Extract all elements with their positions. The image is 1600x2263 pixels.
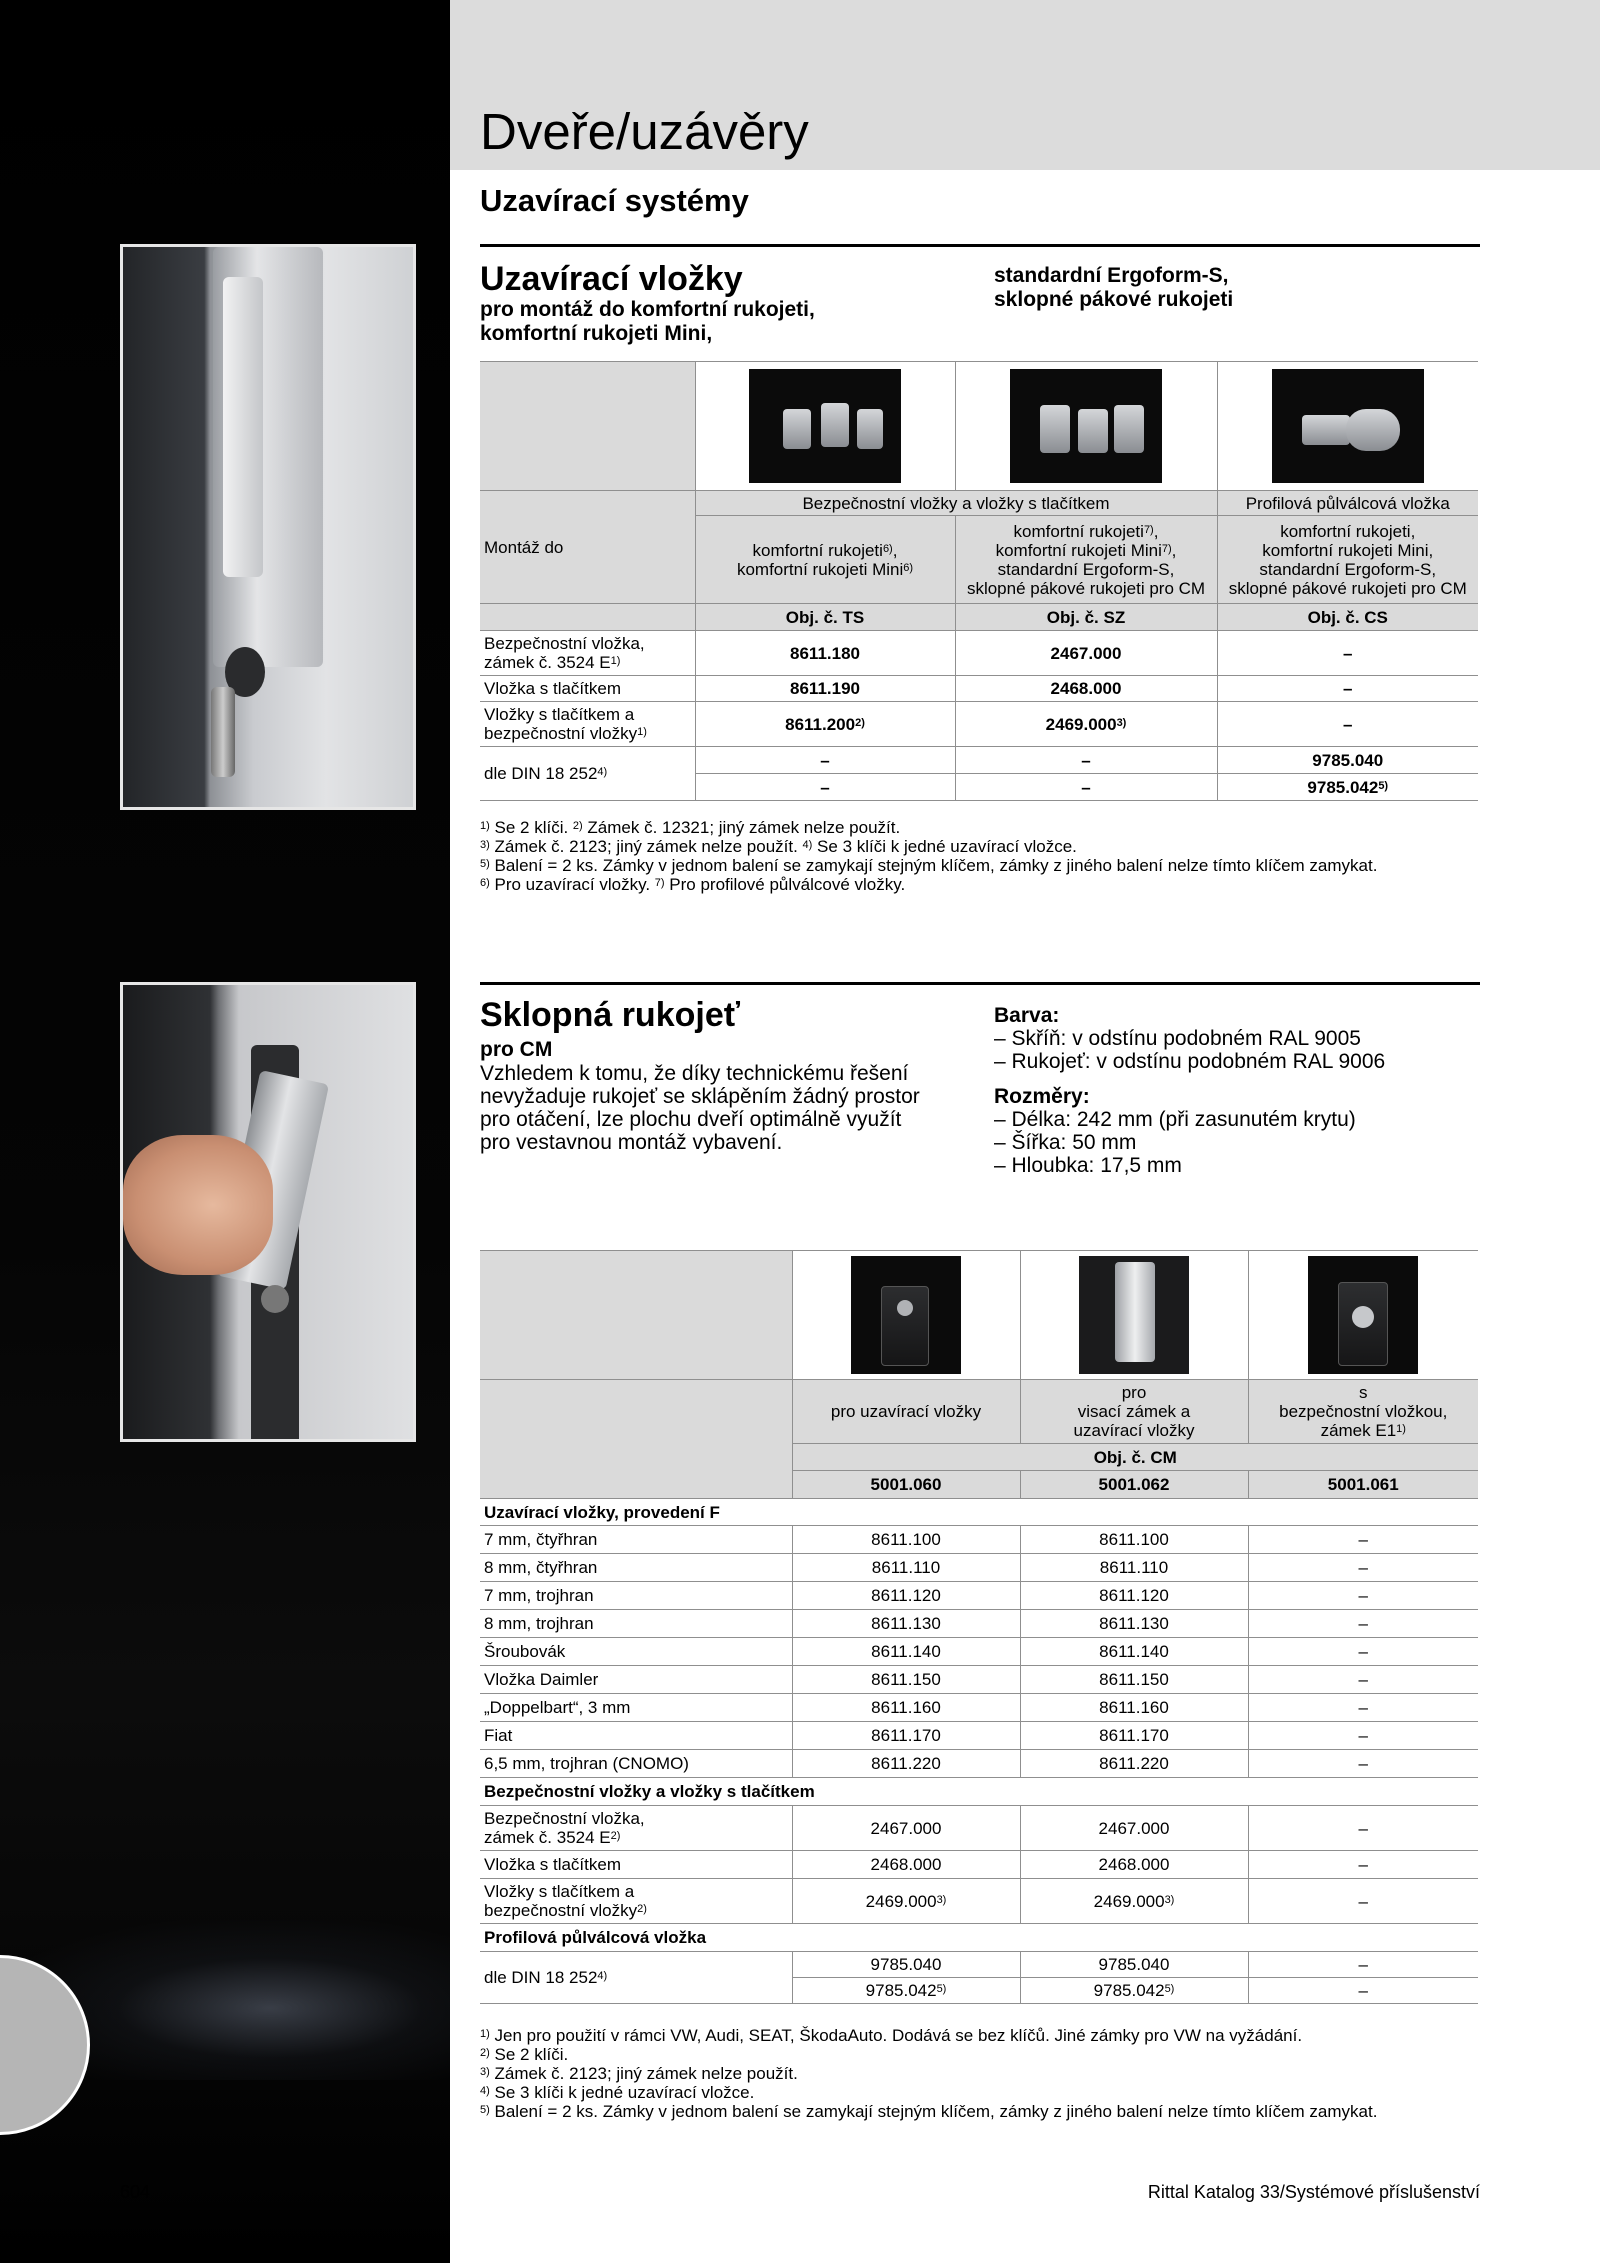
s2-img-cell-2 xyxy=(1020,1251,1248,1380)
s1-img-cell-1 xyxy=(695,362,955,491)
cell-value: 2469.000$^{3)}$ xyxy=(955,702,1217,747)
cell-value: 8611.120 xyxy=(1020,1582,1248,1610)
obj-cs: Obj. č. CS xyxy=(1217,604,1478,631)
cell-value: 8611.180 xyxy=(695,631,955,676)
cell-value: 9785.040 xyxy=(1020,1952,1248,1978)
table-row xyxy=(480,702,1478,747)
cell-value: – xyxy=(1248,1952,1478,1978)
table-row xyxy=(480,1526,1478,1554)
row-label: „Doppelbart“, 3 mm xyxy=(480,1694,792,1722)
row-label: Fiat xyxy=(480,1722,792,1750)
row-label: dle DIN 18 252$^{4)}$ xyxy=(480,1952,792,2004)
table-row xyxy=(480,1666,1478,1694)
cell-value: – xyxy=(1248,1978,1478,2004)
cell-value: 8611.140 xyxy=(1020,1638,1248,1666)
table-row xyxy=(480,1952,1478,1978)
row-label: Vložky s tlačítkem a bezpečnostní vložky$^{1)}$ xyxy=(480,702,695,747)
row-label: Bezpečnostní vložka, zámek č. 3524 $E^{1)}$ xyxy=(480,631,695,676)
cell-value: 8611.110 xyxy=(792,1554,1020,1582)
table-row xyxy=(480,1554,1478,1582)
cell-value: 8611.150 xyxy=(1020,1666,1248,1694)
cell-value: – xyxy=(1248,1750,1478,1778)
cell-value: – xyxy=(955,747,1217,774)
s1-subtitle-right: standardní Ergoform-S, sklopné pákové rukojeti xyxy=(994,264,1234,311)
cell-value: 2467.000 xyxy=(955,631,1217,676)
col-desc-ts: komfortní rukojeti$^{6)}$, komfortní rukojeti Mini$^{6)}$ xyxy=(695,516,955,604)
table-row xyxy=(480,631,1478,676)
cell-value: 9785.042$^{5)}$ xyxy=(792,1978,1020,2004)
cell-value: 2468.000 xyxy=(955,676,1217,702)
code-5001061: 5001.061 xyxy=(1248,1471,1478,1499)
row-label: 8 mm, trojhran xyxy=(480,1610,792,1638)
product-image-5001062 xyxy=(1079,1256,1189,1374)
cell-value: – xyxy=(1217,702,1478,747)
s1-img-cell-3 xyxy=(1217,362,1478,491)
cell-value: – xyxy=(1248,1851,1478,1879)
row-label: Vložky s tlačítkem a bezpečnostní vložky$^{2)}$ xyxy=(480,1879,792,1924)
s1-subtitle-left: pro montáž do komfortní rukojeti, komfortní rukojeti Mini, xyxy=(480,298,815,345)
cell-value: 2469.000$^{3)}$ xyxy=(792,1879,1020,1924)
s2-header-label-cell xyxy=(480,1380,792,1499)
table-row xyxy=(480,1722,1478,1750)
table-row xyxy=(480,1582,1478,1610)
montaz-label: Montáž do xyxy=(480,491,695,604)
cell-value: 8611.130 xyxy=(792,1610,1020,1638)
row-label: Vložka s tlačítkem xyxy=(480,1851,792,1879)
page-title: Dveře/uzávěry xyxy=(480,103,809,160)
cell-value: – xyxy=(1217,631,1478,676)
cell-value: 8611.100 xyxy=(792,1526,1020,1554)
cell-value: – xyxy=(1248,1806,1478,1851)
row-label: Bezpečnostní vložka, zámek č. 3524 $E^{2)}$ xyxy=(480,1806,792,1851)
s2-specs: Barva: – Skříň: v odstínu podobném RAL 9005 – Rukojeť: v odstínu podobném RAL 9006 Rozměry: – Délka: 242 mm (při zasunutém krytu) – Šířka: 50 mm – Hloubka: 17,5 mm xyxy=(994,1004,1386,1177)
cell-value: 9785.042$^{5)}$ xyxy=(1217,774,1478,801)
row-label: 7 mm, čtyřhran xyxy=(480,1526,792,1554)
cell-value: – xyxy=(1248,1666,1478,1694)
row-label: 7 mm, trojhran xyxy=(480,1582,792,1610)
s2-heading: Sklopná rukojeť xyxy=(480,996,741,1034)
cell-value: 8611.220 xyxy=(792,1750,1020,1778)
row-label: 6,5 mm, trojhran (CNOMO) xyxy=(480,1750,792,1778)
s2-table xyxy=(480,1250,1478,2004)
table-row xyxy=(480,747,1478,774)
cell-value: – xyxy=(1248,1582,1478,1610)
table-row xyxy=(480,1851,1478,1879)
cell-value: 2469.000$^{3)}$ xyxy=(1020,1879,1248,1924)
group-header-profile: Profilová půlválcová vložka xyxy=(1217,491,1478,516)
product-photo-swing-handle xyxy=(120,982,416,1442)
table-row xyxy=(480,676,1478,702)
row-label: dle DIN 18 252$^{4)}$ xyxy=(480,747,695,801)
cell-value: 8611.190 xyxy=(695,676,955,702)
table-row xyxy=(480,1806,1478,1851)
col-desc-cs: komfortní rukojeti, komfortní rukojeti Mini, standardní Ergoform-S, sklopné pákové rukojeti pro CM xyxy=(1217,516,1478,604)
col-desc-5001061: s bezpečnostní vložkou, zámek E1$^{1)}$ xyxy=(1248,1380,1478,1444)
table-row xyxy=(480,1879,1478,1924)
obj-cm: Obj. č. CM xyxy=(792,1444,1478,1471)
s2-image-label-cell xyxy=(480,1251,792,1380)
group-row: Bezpečnostní vložky a vložky s tlačítkem xyxy=(480,1778,1478,1806)
table-row xyxy=(480,1610,1478,1638)
table-row xyxy=(480,1638,1478,1666)
s2-img-cell-1 xyxy=(792,1251,1020,1380)
s1-img-cell-2 xyxy=(955,362,1217,491)
product-photo-lock-insert xyxy=(120,244,416,810)
col-desc-5001060: pro uzavírací vložky xyxy=(792,1380,1020,1444)
product-image-cs xyxy=(1272,369,1424,483)
cell-value: 8611.200$^{2)}$ xyxy=(695,702,955,747)
cell-value: – xyxy=(1248,1554,1478,1582)
row-label: Vložka s tlačítkem xyxy=(480,676,695,702)
row-label: 8 mm, čtyřhran xyxy=(480,1554,792,1582)
group-header-security: Bezpečnostní vložky a vložky s tlačítkem xyxy=(695,491,1217,516)
cell-value: – xyxy=(1248,1526,1478,1554)
cell-value: 8611.170 xyxy=(1020,1722,1248,1750)
s1-footnotes: $^{1)}$ Se 2 klíči. $^{2)}$ Zámek č. 12321; jiný zámek nelze použít. $^{3)}$ Zámek č. 2123; jiný zámek nelze použít. $^{4)}$ Se 3 klíči k jedné uzavírací vložce. $^{5)}$ Balení = 2 ks. Zámky v jednom balení se zamykají stejným klíčem, zámky z jiného balení nelze tímto klíčem zamykat. $^{6)}$ Pro uzavírací vložky. $^{7)}$ Pro profilové půlválcové vložky. xyxy=(480,818,1378,894)
s2-description: Vzhledem k tomu, že díky technickému řešení nevyžaduje rukojeť se sklápěním žádný prostor pro otáčení, lze plochu dveří optimálně využít pro vestavnou montáž vybavení. xyxy=(480,1062,920,1154)
cell-value: – xyxy=(695,747,955,774)
cell-value: – xyxy=(1248,1722,1478,1750)
product-image-5001061 xyxy=(1308,1256,1418,1374)
cell-value: 2468.000 xyxy=(1020,1851,1248,1879)
cell-value: 2468.000 xyxy=(792,1851,1020,1879)
table-row xyxy=(480,1694,1478,1722)
col-desc-5001062: pro visací zámek a uzavírací vložky xyxy=(1020,1380,1248,1444)
cell-value: 8611.100 xyxy=(1020,1526,1248,1554)
cell-value: – xyxy=(1248,1638,1478,1666)
cell-value: 9785.042$^{5)}$ xyxy=(1020,1978,1248,2004)
group-row: Profilová půlválcová vložka xyxy=(480,1924,1478,1952)
row-label: Vložka Daimler xyxy=(480,1666,792,1694)
code-5001062: 5001.062 xyxy=(1020,1471,1248,1499)
page-number: 604 xyxy=(120,2182,151,2202)
catalog-footer: Rittal Katalog 33/Systémové příslušenství xyxy=(1147,2182,1480,2202)
cell-value: 8611.140 xyxy=(792,1638,1020,1666)
cell-value: 2467.000 xyxy=(792,1806,1020,1851)
table-row xyxy=(480,1750,1478,1778)
cell-value: 2467.000 xyxy=(1020,1806,1248,1851)
cell-value: 8611.120 xyxy=(792,1582,1020,1610)
col-desc-sz: komfortní rukojeti$^{7)}$, komfortní rukojeti Mini$^{7)}$, standardní Ergoform-S, sklopné pákové rukojeti pro CM xyxy=(955,516,1217,604)
group-row: Uzavírací vložky, provedení F xyxy=(480,1499,1478,1526)
cell-value: 8611.170 xyxy=(792,1722,1020,1750)
obj-ts: Obj. č. TS xyxy=(695,604,955,631)
cell-value: – xyxy=(955,774,1217,801)
cell-value: 8611.220 xyxy=(1020,1750,1248,1778)
s1-table xyxy=(480,361,1478,801)
s1-image-label-cell xyxy=(480,362,695,491)
cell-value: 8611.130 xyxy=(1020,1610,1248,1638)
cell-value: 9785.040 xyxy=(1217,747,1478,774)
obj-label-cell xyxy=(480,604,695,631)
cell-value: 8611.160 xyxy=(792,1694,1020,1722)
s2-subtitle: pro CM xyxy=(480,1038,553,1061)
row-label: Šroubovák xyxy=(480,1638,792,1666)
product-image-sz xyxy=(1010,369,1162,483)
product-image-ts xyxy=(749,369,901,483)
cell-value: – xyxy=(1217,676,1478,702)
cell-value: – xyxy=(1248,1694,1478,1722)
product-image-5001060 xyxy=(851,1256,961,1374)
cell-value: 8611.150 xyxy=(792,1666,1020,1694)
s2-footnotes: $^{1)}$ Jen pro použití v rámci VW, Audi, SEAT, ŠkodaAuto. Dodává se bez klíčů. Jiné zámky pro VW na vyžádání. $^{2)}$ Se 2 klíči. $^{3)}$ Zámek č. 2123; jiný zámek nelze použít. $^{4)}$ Se 3 klíči k jedné uzavírací vložce. $^{5)}$ Balení = 2 ks. Zámky v jednom balení se zamykají stejným klíčem, zámky z jiného balení nelze tímto klíčem zamykat. xyxy=(480,2026,1378,2121)
code-5001060: 5001.060 xyxy=(792,1471,1020,1499)
cell-value: – xyxy=(695,774,955,801)
cell-value: 8611.110 xyxy=(1020,1554,1248,1582)
s1-heading: Uzavírací vložky xyxy=(480,260,743,298)
section-title: Uzavírací systémy xyxy=(480,183,749,218)
cell-value: – xyxy=(1248,1879,1478,1924)
section-rule-2 xyxy=(480,982,1480,985)
obj-sz: Obj. č. SZ xyxy=(955,604,1217,631)
cell-value: 9785.040 xyxy=(792,1952,1020,1978)
cell-value: 8611.160 xyxy=(1020,1694,1248,1722)
section-rule-1 xyxy=(480,244,1480,247)
cell-value: – xyxy=(1248,1610,1478,1638)
s2-img-cell-3 xyxy=(1248,1251,1478,1380)
